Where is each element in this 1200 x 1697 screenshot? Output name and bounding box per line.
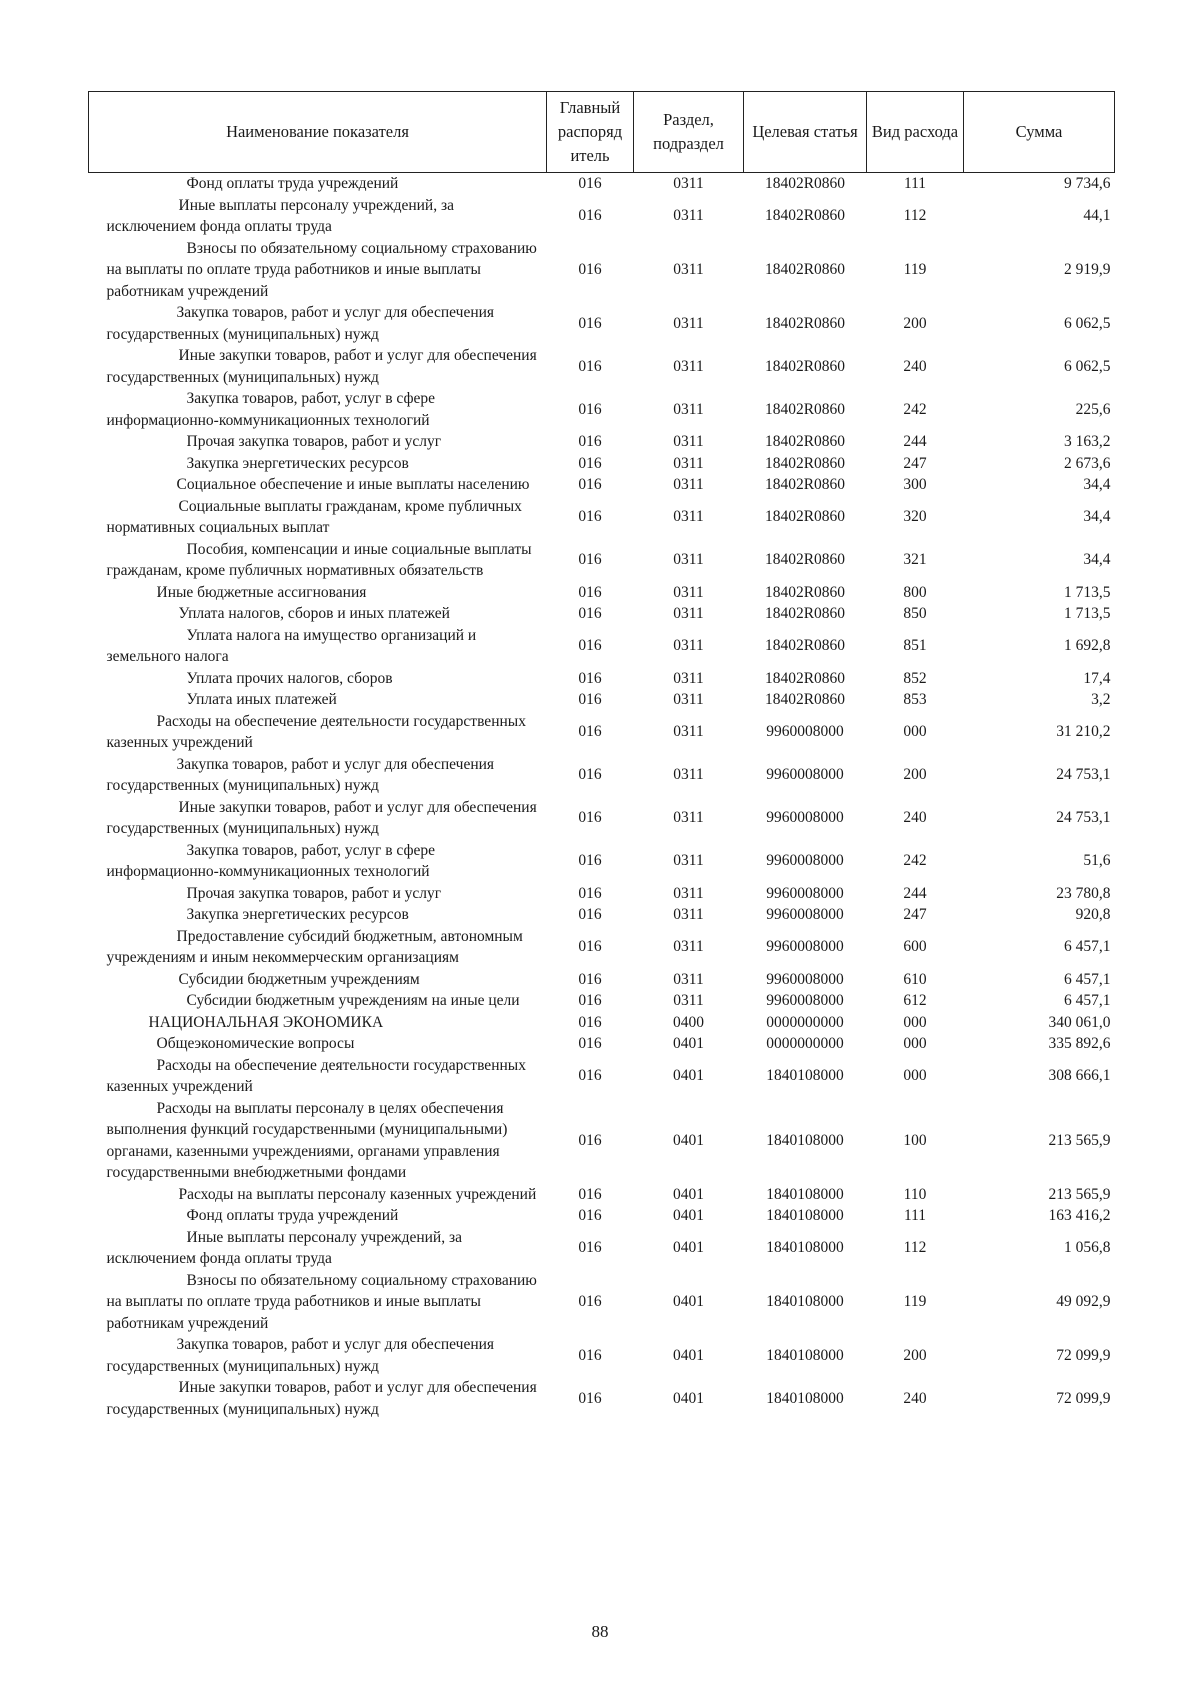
table-row [89, 840, 1115, 883]
row-summa: 3 163,2 [1064, 433, 1111, 450]
row-summa: 23 780,8 [1056, 884, 1111, 902]
row-celevaya: 18402R0860 [764, 476, 846, 493]
row-razdel: 0401 [673, 1346, 704, 1364]
row-celevaya: 18402R0860 [764, 207, 846, 225]
row-name: Прочая закупка товаров, работ и услуг [186, 433, 442, 450]
row-name: Взносы по обязательному социальному страхованию на выплаты по оплате труда работников и иные выплаты работникам учреждений [106, 239, 537, 300]
table-row [89, 668, 1115, 690]
row-summa: 24 753,1 [1056, 809, 1111, 827]
row-celevaya: 0000000000 [766, 1013, 844, 1031]
table-row [89, 754, 1115, 797]
row-celevaya: 18402R0860 [764, 691, 846, 708]
row-summa: 3,2 [1091, 691, 1111, 708]
header-summa: Сумма [964, 92, 1115, 173]
row-vid: 851 [903, 637, 927, 655]
row-vid: 240 [903, 1389, 927, 1407]
row-glavny: 016 [578, 1346, 602, 1364]
row-vid: 000 [903, 1067, 927, 1085]
table-row [89, 238, 1115, 303]
row-summa: 335 892,6 [1048, 1035, 1111, 1052]
row-glavny: 016 [578, 314, 602, 332]
budget-table [88, 91, 1115, 1420]
row-name: Предоставление субсидий бюджетным, автономным учреждениям и иным некоммерческим организациям [106, 927, 523, 966]
table-row [89, 926, 1115, 969]
row-name: Иные бюджетные ассигнования [156, 583, 367, 601]
row-name: Расходы на обеспечение деятельности государственных казенных учреждений [106, 712, 526, 751]
row-celevaya: 9960008000 [766, 766, 844, 784]
row-vid: 850 [903, 605, 927, 622]
row-glavny: 016 [578, 1013, 602, 1031]
row-summa: 1 713,5 [1064, 583, 1111, 601]
row-name: Пособия, компенсации и иные социальные выплаты гражданам, кроме публичных нормативных обязательств [106, 540, 532, 579]
header-glavny: Главный распоряд итель [547, 92, 634, 173]
row-vid: 242 [903, 400, 927, 418]
row-summa: 1 056,8 [1064, 1239, 1111, 1257]
row-razdel: 0311 [673, 551, 704, 569]
row-glavny: 016 [578, 970, 602, 988]
row-glavny: 016 [578, 551, 602, 569]
row-glavny: 016 [578, 1207, 602, 1224]
table-row [89, 1205, 1115, 1227]
table-row [89, 883, 1115, 905]
row-celevaya: 9960008000 [766, 852, 844, 870]
table-row [89, 689, 1115, 711]
table-row [89, 431, 1115, 453]
row-name: Иные выплаты персоналу учреждений, за исключением фонда оплаты труда [106, 196, 454, 235]
table-row [89, 539, 1115, 582]
table-row [89, 990, 1115, 1012]
row-razdel: 0311 [673, 476, 704, 493]
row-glavny: 016 [578, 637, 602, 655]
row-summa: 6 062,5 [1064, 314, 1111, 332]
row-razdel: 0311 [673, 691, 704, 708]
header-name: Наименование показателя [89, 92, 547, 173]
table-row [89, 969, 1115, 991]
row-vid: 100 [903, 1131, 927, 1149]
row-vid: 320 [903, 508, 927, 526]
row-razdel: 0311 [673, 852, 704, 870]
row-razdel: 0400 [673, 1013, 704, 1031]
row-razdel: 0401 [673, 1293, 704, 1310]
row-name: Закупка товаров, работ, услуг в сфере информационно-коммуникационных технологий [106, 390, 436, 429]
row-summa: 920,8 [1075, 906, 1111, 923]
table-row [89, 1184, 1115, 1206]
row-celevaya: 18402R0860 [764, 454, 846, 472]
row-summa: 6 457,1 [1064, 970, 1111, 988]
row-vid: 119 [903, 261, 927, 278]
row-celevaya: 9960008000 [766, 970, 844, 988]
row-glavny: 016 [578, 605, 602, 622]
row-celevaya: 18402R0860 [764, 261, 846, 278]
row-celevaya: 18402R0860 [764, 669, 846, 687]
row-name: Уплата налогов, сборов и иных платежей [178, 605, 450, 622]
header-razdel: Раздел, подраздел [634, 92, 744, 173]
row-vid: 853 [903, 691, 927, 708]
row-celevaya: 1840108000 [766, 1293, 844, 1310]
row-razdel: 0401 [673, 1067, 704, 1085]
row-vid: 112 [903, 1239, 927, 1257]
row-glavny: 016 [578, 938, 602, 956]
row-celevaya: 18402R0860 [764, 637, 846, 655]
row-glavny: 016 [578, 691, 602, 708]
row-vid: 111 [903, 175, 927, 192]
table-row [89, 173, 1115, 195]
row-razdel: 0311 [673, 938, 704, 956]
row-glavny: 016 [578, 852, 602, 870]
row-glavny: 016 [578, 1293, 602, 1310]
table-row [89, 302, 1115, 345]
row-vid: 321 [903, 551, 927, 569]
row-razdel: 0311 [673, 207, 704, 225]
row-summa: 6 457,1 [1064, 992, 1111, 1009]
row-vid: 852 [903, 669, 927, 687]
row-razdel: 0311 [673, 508, 704, 526]
row-razdel: 0311 [673, 583, 704, 601]
row-vid: 000 [903, 1013, 927, 1031]
row-celevaya: 9960008000 [766, 884, 844, 902]
row-name: Уплата прочих налогов, сборов [186, 669, 393, 687]
header-celevaya: Целевая статья [744, 92, 867, 173]
table-row [89, 1227, 1115, 1270]
row-name: Общеэкономические вопросы [156, 1035, 355, 1052]
row-razdel: 0311 [673, 400, 704, 418]
row-razdel: 0311 [673, 605, 704, 622]
row-summa: 6 062,5 [1064, 357, 1111, 375]
table-row [89, 1012, 1115, 1034]
row-celevaya: 9960008000 [766, 906, 844, 923]
row-glavny: 016 [578, 207, 602, 225]
row-celevaya: 1840108000 [766, 1207, 844, 1224]
row-vid: 244 [903, 433, 927, 450]
table-body [89, 173, 1115, 1421]
row-celevaya: 18402R0860 [764, 583, 846, 601]
row-name: Расходы на выплаты персоналу в целях обеспечения выполнения функций государственными (муниципальными) органами, казенными учреждениями, органами управления государственными внебюджетными фондами [106, 1099, 508, 1181]
row-summa: 17,4 [1083, 669, 1111, 687]
row-name: Расходы на выплаты персоналу казенных учреждений [178, 1185, 537, 1203]
table-row [89, 1033, 1115, 1055]
row-summa: 34,4 [1083, 551, 1111, 569]
row-vid: 300 [903, 476, 927, 493]
row-vid: 244 [903, 884, 927, 902]
row-glavny: 016 [578, 992, 602, 1009]
table-row [89, 1270, 1115, 1335]
row-glavny: 016 [578, 884, 602, 902]
row-glavny: 016 [578, 583, 602, 601]
row-glavny: 016 [578, 261, 602, 278]
table-row [89, 797, 1115, 840]
row-name: Субсидии бюджетным учреждениям [178, 970, 420, 988]
row-razdel: 0311 [673, 992, 704, 1009]
row-vid: 610 [903, 970, 927, 988]
row-glavny: 016 [578, 669, 602, 687]
table-row [89, 1098, 1115, 1184]
row-vid: 247 [903, 906, 927, 923]
row-razdel: 0311 [673, 175, 704, 192]
row-celevaya: 1840108000 [766, 1185, 844, 1203]
row-vid: 612 [903, 992, 927, 1009]
row-name: Закупка энергетических ресурсов [186, 454, 409, 472]
row-vid: 242 [903, 852, 927, 870]
row-name: Субсидии бюджетным учреждениям на иные цели [186, 992, 520, 1009]
row-summa: 225,6 [1075, 400, 1111, 418]
row-vid: 800 [903, 583, 927, 601]
row-razdel: 0311 [673, 669, 704, 687]
row-vid: 119 [903, 1293, 927, 1310]
row-celevaya: 1840108000 [766, 1067, 844, 1085]
row-summa: 24 753,1 [1056, 766, 1111, 784]
row-glavny: 016 [578, 175, 602, 192]
row-name: Иные закупки товаров, работ и услуг для обеспечения государственных (муниципальных) нужд [106, 347, 537, 386]
table-row [89, 603, 1115, 625]
table-row [89, 195, 1115, 238]
table-row [89, 625, 1115, 668]
row-glavny: 016 [578, 433, 602, 450]
table-row [89, 711, 1115, 754]
row-celevaya: 1840108000 [766, 1346, 844, 1364]
row-glavny: 016 [578, 508, 602, 526]
row-razdel: 0401 [673, 1239, 704, 1257]
row-vid: 200 [903, 1346, 927, 1364]
row-glavny: 016 [578, 1185, 602, 1203]
table-row [89, 1055, 1115, 1098]
row-name: Иные закупки товаров, работ и услуг для обеспечения государственных (муниципальных) нужд [106, 1379, 537, 1418]
row-summa: 72 099,9 [1056, 1389, 1111, 1407]
row-name: Фонд оплаты труда учреждений [186, 175, 399, 192]
row-name: Иные закупки товаров, работ и услуг для обеспечения государственных (муниципальных) нужд [106, 798, 537, 837]
row-razdel: 0311 [673, 637, 704, 655]
row-summa: 2 919,9 [1064, 261, 1111, 278]
row-celevaya: 1840108000 [766, 1131, 844, 1149]
row-glavny: 016 [578, 766, 602, 784]
row-name: НАЦИОНАЛЬНАЯ ЭКОНОМИКА [148, 1013, 384, 1031]
row-summa: 44,1 [1083, 207, 1111, 225]
table-row [89, 904, 1115, 926]
row-razdel: 0311 [673, 906, 704, 923]
row-summa: 34,4 [1083, 476, 1111, 493]
row-vid: 200 [903, 766, 927, 784]
row-glavny: 016 [578, 476, 602, 493]
row-glavny: 016 [578, 1067, 602, 1085]
table-row [89, 345, 1115, 388]
row-summa: 213 565,9 [1048, 1131, 1111, 1149]
row-celevaya: 18402R0860 [764, 508, 846, 526]
page-number: 88 [591, 1622, 609, 1641]
table-row [89, 388, 1115, 431]
row-summa: 1 692,8 [1064, 637, 1111, 655]
row-name: Социальные выплаты гражданам, кроме публичных нормативных социальных выплат [106, 497, 522, 536]
row-summa: 6 457,1 [1064, 938, 1111, 956]
row-vid: 111 [903, 1207, 927, 1224]
row-celevaya: 9960008000 [766, 938, 844, 956]
row-razdel: 0311 [673, 314, 704, 332]
row-name: Уплата иных платежей [186, 691, 337, 708]
row-summa: 9 734,6 [1064, 175, 1111, 192]
row-glavny: 016 [578, 809, 602, 827]
row-celevaya: 0000000000 [766, 1035, 844, 1052]
row-glavny: 016 [578, 1389, 602, 1407]
row-name: Социальное обеспечение и иные выплаты населению [176, 476, 530, 493]
table-row [89, 474, 1115, 496]
row-name: Закупка товаров, работ и услуг для обеспечения государственных (муниципальных) нужд [106, 1336, 495, 1375]
row-summa: 34,4 [1083, 508, 1111, 526]
row-razdel: 0311 [673, 723, 704, 741]
row-glavny: 016 [578, 1035, 602, 1052]
row-vid: 600 [903, 938, 927, 956]
table-row [89, 496, 1115, 539]
row-razdel: 0311 [673, 357, 704, 375]
row-celevaya: 9960008000 [766, 809, 844, 827]
row-celevaya: 18402R0860 [764, 314, 846, 332]
row-celevaya: 9960008000 [766, 723, 844, 741]
row-vid: 000 [903, 1035, 927, 1052]
row-glavny: 016 [578, 723, 602, 741]
row-summa: 51,6 [1083, 852, 1111, 870]
row-name: Взносы по обязательному социальному страхованию на выплаты по оплате труда работников и иные выплаты работникам учреждений [106, 1271, 537, 1332]
row-summa: 2 673,6 [1064, 454, 1111, 472]
row-name: Расходы на обеспечение деятельности государственных казенных учреждений [106, 1056, 526, 1095]
row-summa: 1 713,5 [1064, 605, 1111, 622]
row-celevaya: 18402R0860 [764, 433, 846, 450]
table-row [89, 453, 1115, 475]
row-razdel: 0311 [673, 766, 704, 784]
row-name: Уплата налога на имущество организаций и земельного налога [106, 626, 477, 665]
row-celevaya: 18402R0860 [764, 605, 846, 622]
row-glavny: 016 [578, 400, 602, 418]
row-summa: 31 210,2 [1056, 723, 1111, 741]
row-summa: 213 565,9 [1048, 1185, 1111, 1203]
row-vid: 000 [903, 723, 927, 741]
row-name: Прочая закупка товаров, работ и услуг [186, 884, 442, 902]
row-summa: 49 092,9 [1056, 1293, 1111, 1310]
row-celevaya: 18402R0860 [764, 400, 846, 418]
row-name: Закупка товаров, работ, услуг в сфере информационно-коммуникационных технологий [106, 841, 436, 880]
row-vid: 247 [903, 454, 927, 472]
row-celevaya: 18402R0860 [764, 357, 846, 375]
row-razdel: 0401 [673, 1131, 704, 1149]
row-glavny: 016 [578, 1131, 602, 1149]
row-summa: 340 061,0 [1048, 1013, 1111, 1031]
row-razdel: 0311 [673, 454, 704, 472]
row-vid: 200 [903, 314, 927, 332]
row-celevaya: 9960008000 [766, 992, 844, 1009]
row-name: Иные выплаты персоналу учреждений, за исключением фонда оплаты труда [106, 1228, 462, 1267]
row-name: Закупка товаров, работ и услуг для обеспечения государственных (муниципальных) нужд [106, 304, 495, 343]
row-razdel: 0311 [673, 433, 704, 450]
row-summa: 163 416,2 [1048, 1207, 1111, 1224]
row-razdel: 0311 [673, 261, 704, 278]
table-row [89, 1334, 1115, 1377]
row-celevaya: 1840108000 [766, 1389, 844, 1407]
row-summa: 72 099,9 [1056, 1346, 1111, 1364]
row-razdel: 0401 [673, 1035, 704, 1052]
row-celevaya: 1840108000 [766, 1239, 844, 1257]
row-razdel: 0311 [673, 809, 704, 827]
table-row [89, 1377, 1115, 1420]
row-vid: 110 [903, 1185, 927, 1203]
table-header [89, 92, 1115, 173]
row-razdel: 0401 [673, 1207, 704, 1224]
table-row [89, 582, 1115, 604]
row-razdel: 0311 [673, 970, 704, 988]
row-celevaya: 18402R0860 [764, 175, 846, 192]
row-glavny: 016 [578, 906, 602, 923]
row-vid: 240 [903, 357, 927, 375]
row-name: Закупка товаров, работ и услуг для обеспечения государственных (муниципальных) нужд [106, 755, 495, 794]
row-name: Фонд оплаты труда учреждений [186, 1207, 399, 1224]
row-name: Закупка энергетических ресурсов [186, 906, 409, 923]
row-razdel: 0401 [673, 1185, 704, 1203]
row-summa: 308 666,1 [1048, 1067, 1111, 1085]
row-glavny: 016 [578, 1239, 602, 1257]
header-vid: Вид расхода [867, 92, 964, 173]
row-razdel: 0311 [673, 884, 704, 902]
row-vid: 240 [903, 809, 927, 827]
row-glavny: 016 [578, 454, 602, 472]
row-vid: 112 [903, 207, 927, 225]
row-razdel: 0401 [673, 1389, 704, 1407]
row-glavny: 016 [578, 357, 602, 375]
row-celevaya: 18402R0860 [764, 551, 846, 569]
